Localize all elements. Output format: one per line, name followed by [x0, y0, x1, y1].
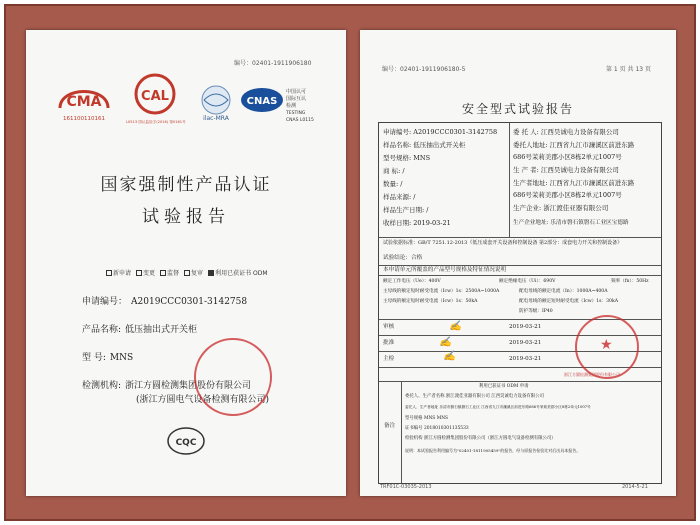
cover-subtitle: 试验报告 — [142, 207, 230, 227]
param-freq: 频率（fn）：50Hz — [611, 279, 649, 284]
review-label: 审核 — [383, 324, 395, 330]
row-applicant: 委 托 人: 江西昊诚电力设备有限公司 — [513, 128, 619, 136]
row-quantity: 数量: / — [383, 180, 403, 188]
param-ip: 防护等级：IP40 — [519, 309, 553, 314]
row-sample-source: 样品来源: / — [383, 193, 416, 201]
red-seal-stamp — [575, 315, 639, 379]
remark-row-address: 委托人、生产者地址 乐清市磐石镇磐石工业区 江西省九江市濂溪区前进东路686号茉莉美郡小区8栋2单元1007号 — [405, 405, 591, 409]
cma-logo-text: CMA — [66, 94, 102, 110]
cover-test-lab-alt: (浙江方圆电气设备检测有限公司) — [136, 395, 270, 405]
tester-date: 2019-03-21 — [509, 356, 542, 362]
tester-signature: ✍ — [443, 351, 456, 362]
row-applicant-address-2: 686号茉莉美郡小区8栋2单元1007号 — [513, 153, 622, 161]
cma-logo — [56, 78, 112, 126]
ilac-text: ilac-MRA — [203, 115, 229, 122]
footer-form-no: TRF01C-03035-2013 — [380, 484, 432, 490]
approve-signature: ✍ — [439, 337, 452, 348]
checkbox-odm: 利用已获证书 ODM — [208, 268, 267, 277]
approve-date: 2019-03-21 — [509, 340, 542, 346]
detail-title: 安全型式试验报告 — [461, 102, 574, 116]
cnas-text-1: 中国认可 — [286, 89, 307, 95]
footer-date: 2014-5-21 — [622, 484, 648, 490]
cnas-text-2: 国际互认 — [286, 96, 307, 102]
remark-row-model: 型号规格 MNS MNS — [405, 416, 449, 421]
checkbox-supervise: 监督 — [160, 268, 179, 277]
row-model: 型号规格: MNS — [383, 154, 431, 162]
row-factory-address: 生产企业地址: 乐清市磐石镇磐石工业区宝德路 — [513, 220, 629, 226]
cal-code: L0513 国认监检字(2016) 第0161号 — [126, 120, 186, 124]
remark-note: 说明：本试验报告利用编号为"02401-1811905459"的报告，经与原报告检验比对后出具本报告。 — [405, 448, 581, 453]
param-main-busbar: 主母线的额定短时耐受电流（Icw）1s：2500A~1000A — [383, 289, 500, 294]
cover-model: 型 号: MNS — [82, 353, 134, 363]
row-applicant-address: 委托人地址: 江西省九江市濂溪区前进东路 — [513, 141, 635, 149]
param-ue: 额定工作电压（Ue）：400V — [383, 279, 441, 284]
cover-test-lab: 检测机构: 浙江方圆检测集团股份有限公司 — [82, 381, 252, 391]
seal-star-icon: ★ — [600, 337, 613, 353]
checkbox-new: 新申请 — [106, 268, 131, 277]
param-main-icw: 主母线的额定短时耐受电流（Icw）1s：50kA — [383, 299, 478, 304]
checkbox-box-checked — [208, 270, 214, 276]
checkbox-box — [184, 270, 190, 276]
param-ui: 额定绝缘电压（Ui）：690V — [499, 279, 556, 284]
ilac-logo — [196, 82, 236, 122]
application-type-checkboxes — [106, 268, 268, 277]
review-signature: ✍ — [449, 321, 462, 332]
row-maker-address: 生产者地址: 江西省九江市濂溪区前进东路 — [513, 179, 635, 187]
review-date: 2019-03-21 — [509, 324, 542, 330]
cal-logo-text: CAL — [141, 89, 169, 104]
row-factory: 生产企业: 浙江渡佳亚器有限公司 — [513, 204, 609, 212]
cqc-logo — [166, 426, 206, 456]
row-sample-name: 样品名称: 低压抽出式开关柜 — [383, 141, 466, 149]
cnas-logo — [240, 82, 320, 130]
cover-serial: 编号：02401-1911906180 — [234, 60, 312, 67]
seal-text: 浙江方圆检测集团股份有限公司 — [564, 372, 620, 377]
tester-label: 主检 — [383, 356, 395, 362]
param-dist-icw: 配电母线的额定短时耐受电流（Icw）1s：30kA — [519, 299, 619, 304]
cnas-text-3: 检测 — [286, 103, 297, 109]
cnas-text-4: TESTING — [286, 111, 306, 116]
remark-row-name: 委托人、生产者名称 浙江渡佳亚器有限公司 江西昊诚电力设备有限公司 — [405, 394, 544, 399]
test-basis: 试验依据标准：GB/T 7251.12-2013《低压成套开关设备和控制设备 第2部分：成套电力开关和控制设备》 — [383, 240, 623, 246]
report-detail-page — [360, 30, 676, 496]
cma-code: 161100110161 — [63, 116, 105, 122]
red-seal-stamp — [194, 338, 272, 416]
row-production-date: 样品生产日期: / — [383, 206, 429, 214]
remarks-label: 备注 — [384, 423, 396, 429]
param-dist-busbar: 配电母线的额定电流（In）：1000A~400A — [519, 289, 608, 294]
detail-serial: 编号：02401-1911906180-5 — [382, 66, 466, 73]
checkbox-change: 变更 — [136, 268, 155, 277]
detail-page-number: 第 1 页 共 13 页 — [606, 66, 651, 73]
remark-row-lab: 检验机构 浙江方圆检测集团股份有限公司（浙江方圆电气设备检测有限公司） — [405, 436, 556, 441]
report-cover-page — [26, 30, 346, 496]
remark-row-odm: 利用已获证书 ODM 申请 — [479, 384, 529, 389]
remark-row-cert-no: 证书编号 2018010301135533 — [405, 426, 469, 431]
row-maker: 生 产 者: 江西昊诚电力设备有限公司 — [513, 166, 619, 174]
checkbox-box — [160, 270, 166, 276]
cover-product-name: 产品名称: 低压抽出式开关柜 — [82, 325, 198, 335]
checkbox-box — [136, 270, 142, 276]
checkbox-review: 复审 — [184, 268, 203, 277]
checkbox-box — [106, 270, 112, 276]
cnas-text: CNAS — [246, 96, 278, 107]
cnas-code: CNAS L0115 — [286, 118, 314, 123]
cover-title: 国家强制性产品认证 — [100, 175, 272, 195]
params-title: 本申请单元所覆盖的产品型号规格及特征情况说明 — [383, 267, 507, 273]
test-conclusion: 试验结论：合格 — [383, 255, 423, 261]
approve-label: 批准 — [383, 340, 395, 346]
report-table — [378, 122, 662, 484]
cqc-text: CQC — [175, 438, 197, 448]
cal-logo — [126, 72, 184, 128]
row-receive-date: 收样日期: 2019-03-21 — [383, 219, 451, 227]
row-trademark: 商 标: / — [383, 167, 405, 175]
row-maker-address-2: 686号茉莉美郡小区8栋2单元1007号 — [513, 191, 622, 199]
row-application-no: 申请编号: A2019CCC0301-3142758 — [383, 128, 498, 136]
cover-application-no: 申请编号： A2019CCC0301-3142758 — [82, 297, 248, 307]
